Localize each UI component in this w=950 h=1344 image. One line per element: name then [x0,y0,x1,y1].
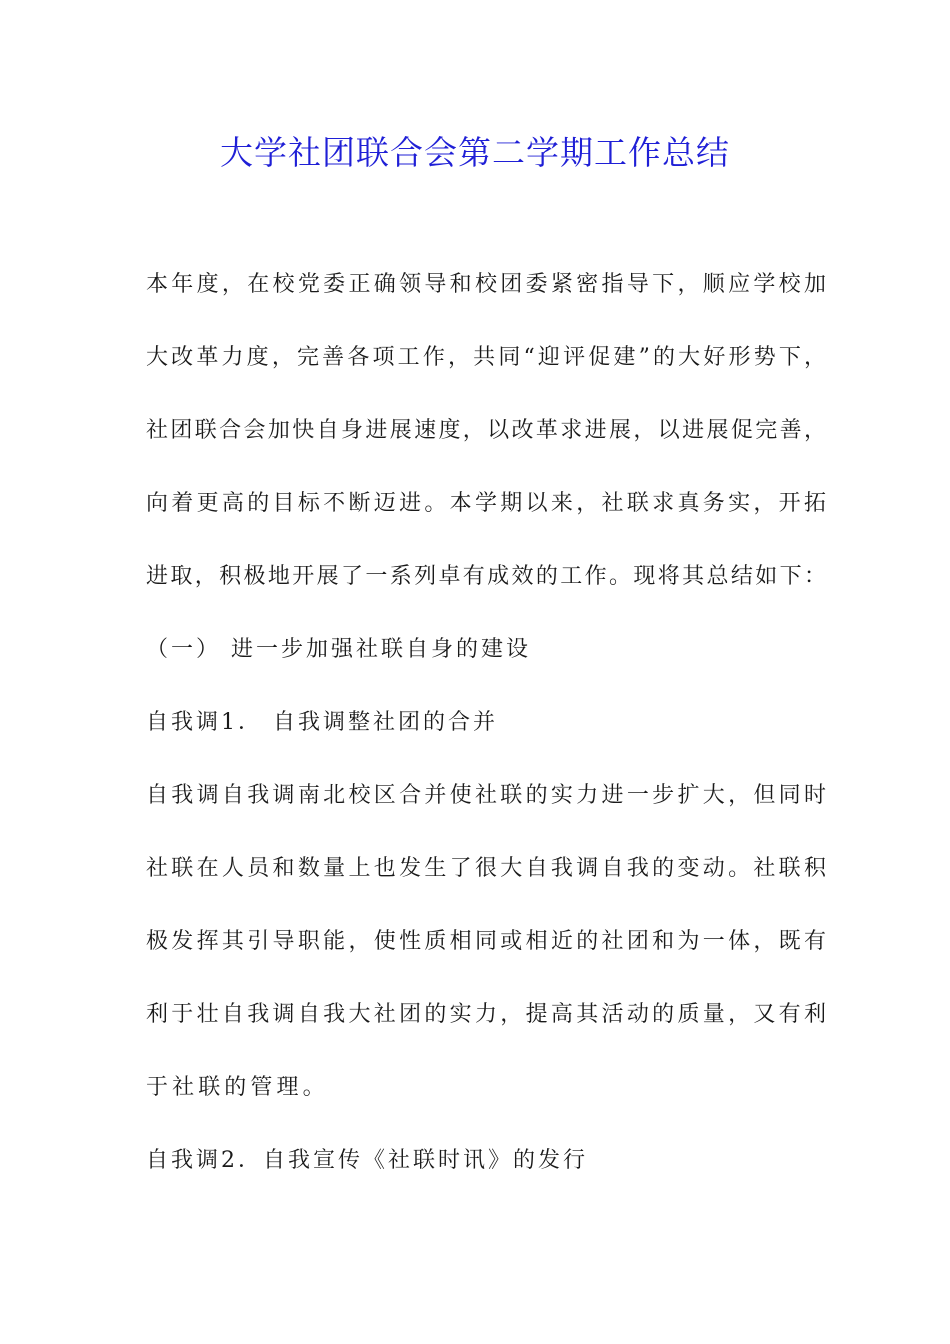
paragraph-line: 自我调自我调南北校区合并使社联的实力进一步扩大，但同时 [146,783,826,808]
paragraph-line: 大改革力度，完善各项工作，共同“迎评促建”的大好形势下， [146,345,826,370]
document-title: 大学社团联合会第二学期工作总结 [220,133,730,172]
paragraph-line: 向着更高的目标不断迈进。本学期以来，社联求真务实，开拓 [146,491,826,516]
paragraph-line: 社团联合会加快自身进展速度，以改革求进展，以进展促完善， [146,418,826,443]
document-body [146,264,826,1213]
subsection-heading: 自我调1． 自我调整社团的合并 [146,710,498,735]
paragraph-line: 极发挥其引导职能，使性质相同或相近的社团和为一体，既有 [146,929,826,954]
paragraph-line: 社联在人员和数量上也发生了很大自我调自我的变动。社联积 [146,856,826,881]
paragraph-line: 本年度，在校党委正确领导和校团委紧密指导下，顺应学校加 [146,272,826,297]
paragraph-line: 于社联的管理。 [146,1075,329,1100]
subsection-heading: 自我调2．自我宣传《社联时讯》的发行 [146,1148,588,1173]
paragraph-line: 利于壮自我调自我大社团的实力，提高其活动的质量，又有利 [146,1002,826,1027]
section-heading: （一） 进一步加强社联自身的建设 [146,637,531,662]
paragraph-line: 进取，积极地开展了一系列卓有成效的工作。现将其总结如下： [146,564,826,589]
